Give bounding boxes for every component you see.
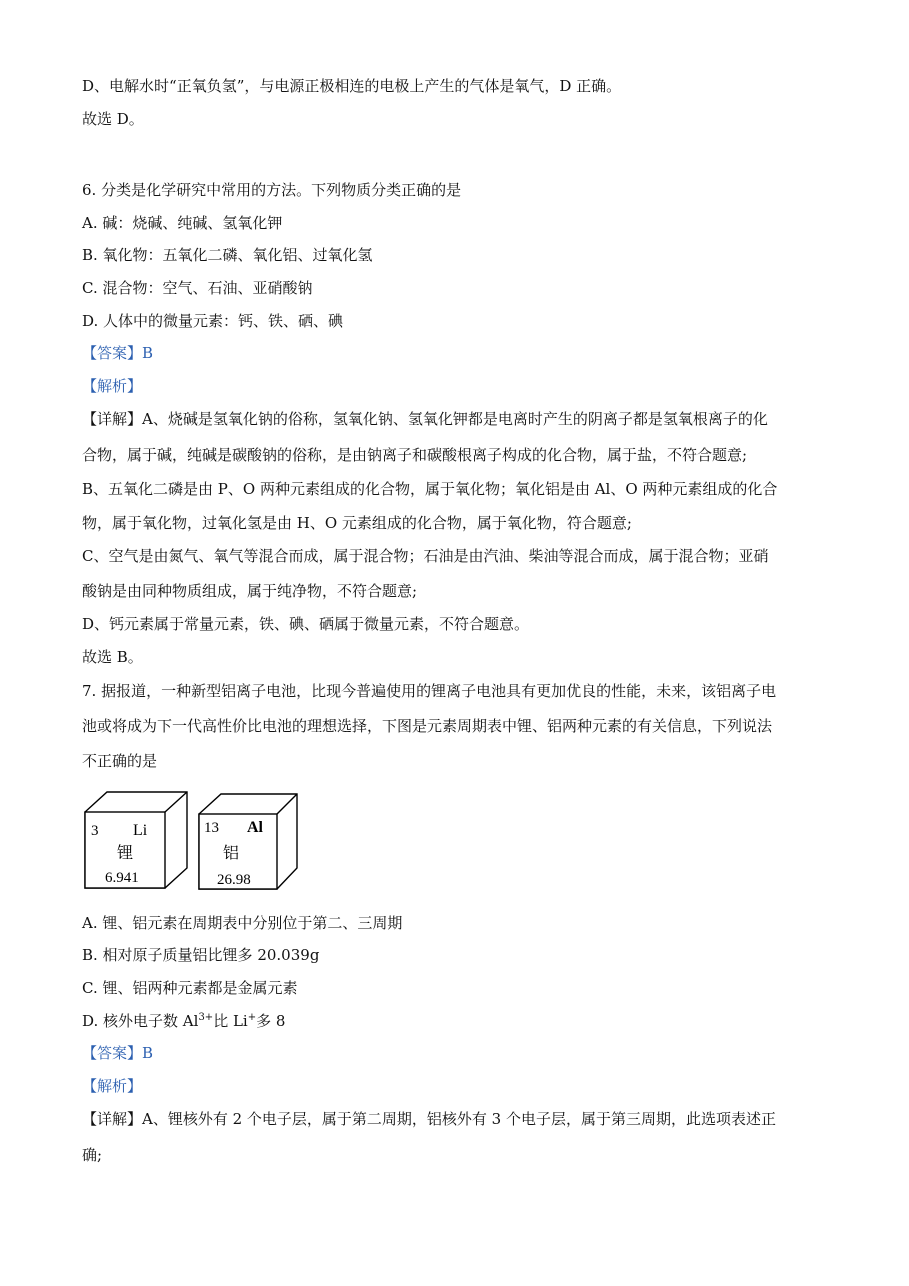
q7-stem-line-1: 7. 据报道，一种新型铝离子电池，比现今普遍使用的锂离子电池具有更加优良的性能，未来，该铝离子电 (82, 682, 777, 700)
li-ion-charge: + (247, 1012, 257, 1023)
q7-stem-line-3: 不正确的是 (82, 752, 158, 770)
q6-detail-line-5: C、空气是由氮气、氧气等混合而成，属于混合物；石油是由汽油、柴油等混合而成，属于混合物；亚硝 (82, 547, 769, 565)
element-card-li (83, 790, 191, 890)
q6-choose-line: 故选 B。 (82, 648, 143, 666)
q7-option-a: A. 锂、铝元素在周期表中分别位于第二、三周期 (82, 914, 403, 932)
q6-option-c: C. 混合物：空气、石油、亚硝酸钠 (82, 279, 313, 297)
al-ion-charge: 3+ (198, 1012, 214, 1023)
prev-choose-line: 故选 D。 (82, 110, 144, 128)
q7-option-d-suffix: 多 8 (256, 1012, 286, 1030)
li-name: 锂 (117, 843, 134, 862)
al-name: 铝 (223, 843, 240, 862)
q6-detail-line-7: D、钙元素属于常量元素，铁、碘、硒属于微量元素，不符合题意。 (82, 615, 530, 633)
q6-answer-label: 【答案】B (82, 344, 154, 362)
li-atomic-mass: 6.941 (105, 870, 139, 886)
q7-detail-line-2: 确; (82, 1146, 103, 1164)
q6-detail-line-3: B、五氧化二磷是由 P、O 两种元素组成的化合物，属于氧化物；氧化铝是由 Al、O 两种元素组成的化合 (82, 480, 778, 498)
prev-d-line: D、电解水时“正氧负氢”，与电源正极相连的电极上产生的气体是氧气，D 正确。 (82, 77, 622, 95)
al-symbol: Al (247, 819, 263, 836)
li-atomic-number: 3 (91, 823, 99, 839)
element-card-al (197, 792, 301, 892)
q7-stem-line-2: 池或将成为下一代高性价比电池的理想选择，下图是元素周期表中锂、铝两种元素的有关信息，下列说法 (82, 717, 773, 735)
q7-option-d-mid: 比 Li (213, 1012, 248, 1030)
q7-option-b: B. 相对原子质量铝比锂多 20.039g (82, 946, 320, 964)
li-symbol: Li (133, 822, 148, 839)
al-atomic-number: 13 (204, 820, 219, 836)
q7-option-d-prefix: D. 核外电子数 Al (82, 1012, 199, 1030)
q6-option-d: D. 人体中的微量元素：钙、铁、硒、碘 (82, 312, 344, 330)
q7-answer-label: 【答案】B (82, 1044, 154, 1062)
q6-detail-line-1: 【详解】A、烧碱是氢氧化钠的俗称，氢氧化钠、氢氧化钾都是电离时产生的阴离子都是氢氧根离子的化 (82, 410, 768, 428)
q6-option-b: B. 氧化物：五氧化二磷、氧化铝、过氧化氢 (82, 246, 373, 264)
q7-detail-line-1: 【详解】A、锂核外有 2 个电子层，属于第二周期，铝核外有 3 个电子层，属于第三周期，此选项表述正 (82, 1110, 776, 1128)
q6-detail-line-2: 合物，属于碱，纯碱是碳酸钠的俗称，是由钠离子和碳酸根离子构成的化合物，属于盐，不符合题意; (82, 446, 748, 464)
q7-option-d (82, 1011, 285, 1031)
q7-option-c: C. 锂、铝两种元素都是金属元素 (82, 979, 298, 997)
q6-analysis-label: 【解析】 (82, 377, 143, 395)
q6-detail-line-4: 物，属于氧化物，过氧化氢是由 H、O 元素组成的化合物，属于氧化物，符合题意; (82, 514, 632, 532)
q7-analysis-label: 【解析】 (82, 1077, 143, 1095)
q6-stem: 6. 分类是化学研究中常用的方法。下列物质分类正确的是 (82, 181, 462, 199)
al-atomic-mass: 26.98 (217, 872, 251, 888)
q6-detail-line-6: 酸钠是由同种物质组成，属于纯净物，不符合题意; (82, 582, 418, 600)
q6-option-a: A. 碱：烧碱、纯碱、氢氧化钾 (82, 214, 283, 232)
